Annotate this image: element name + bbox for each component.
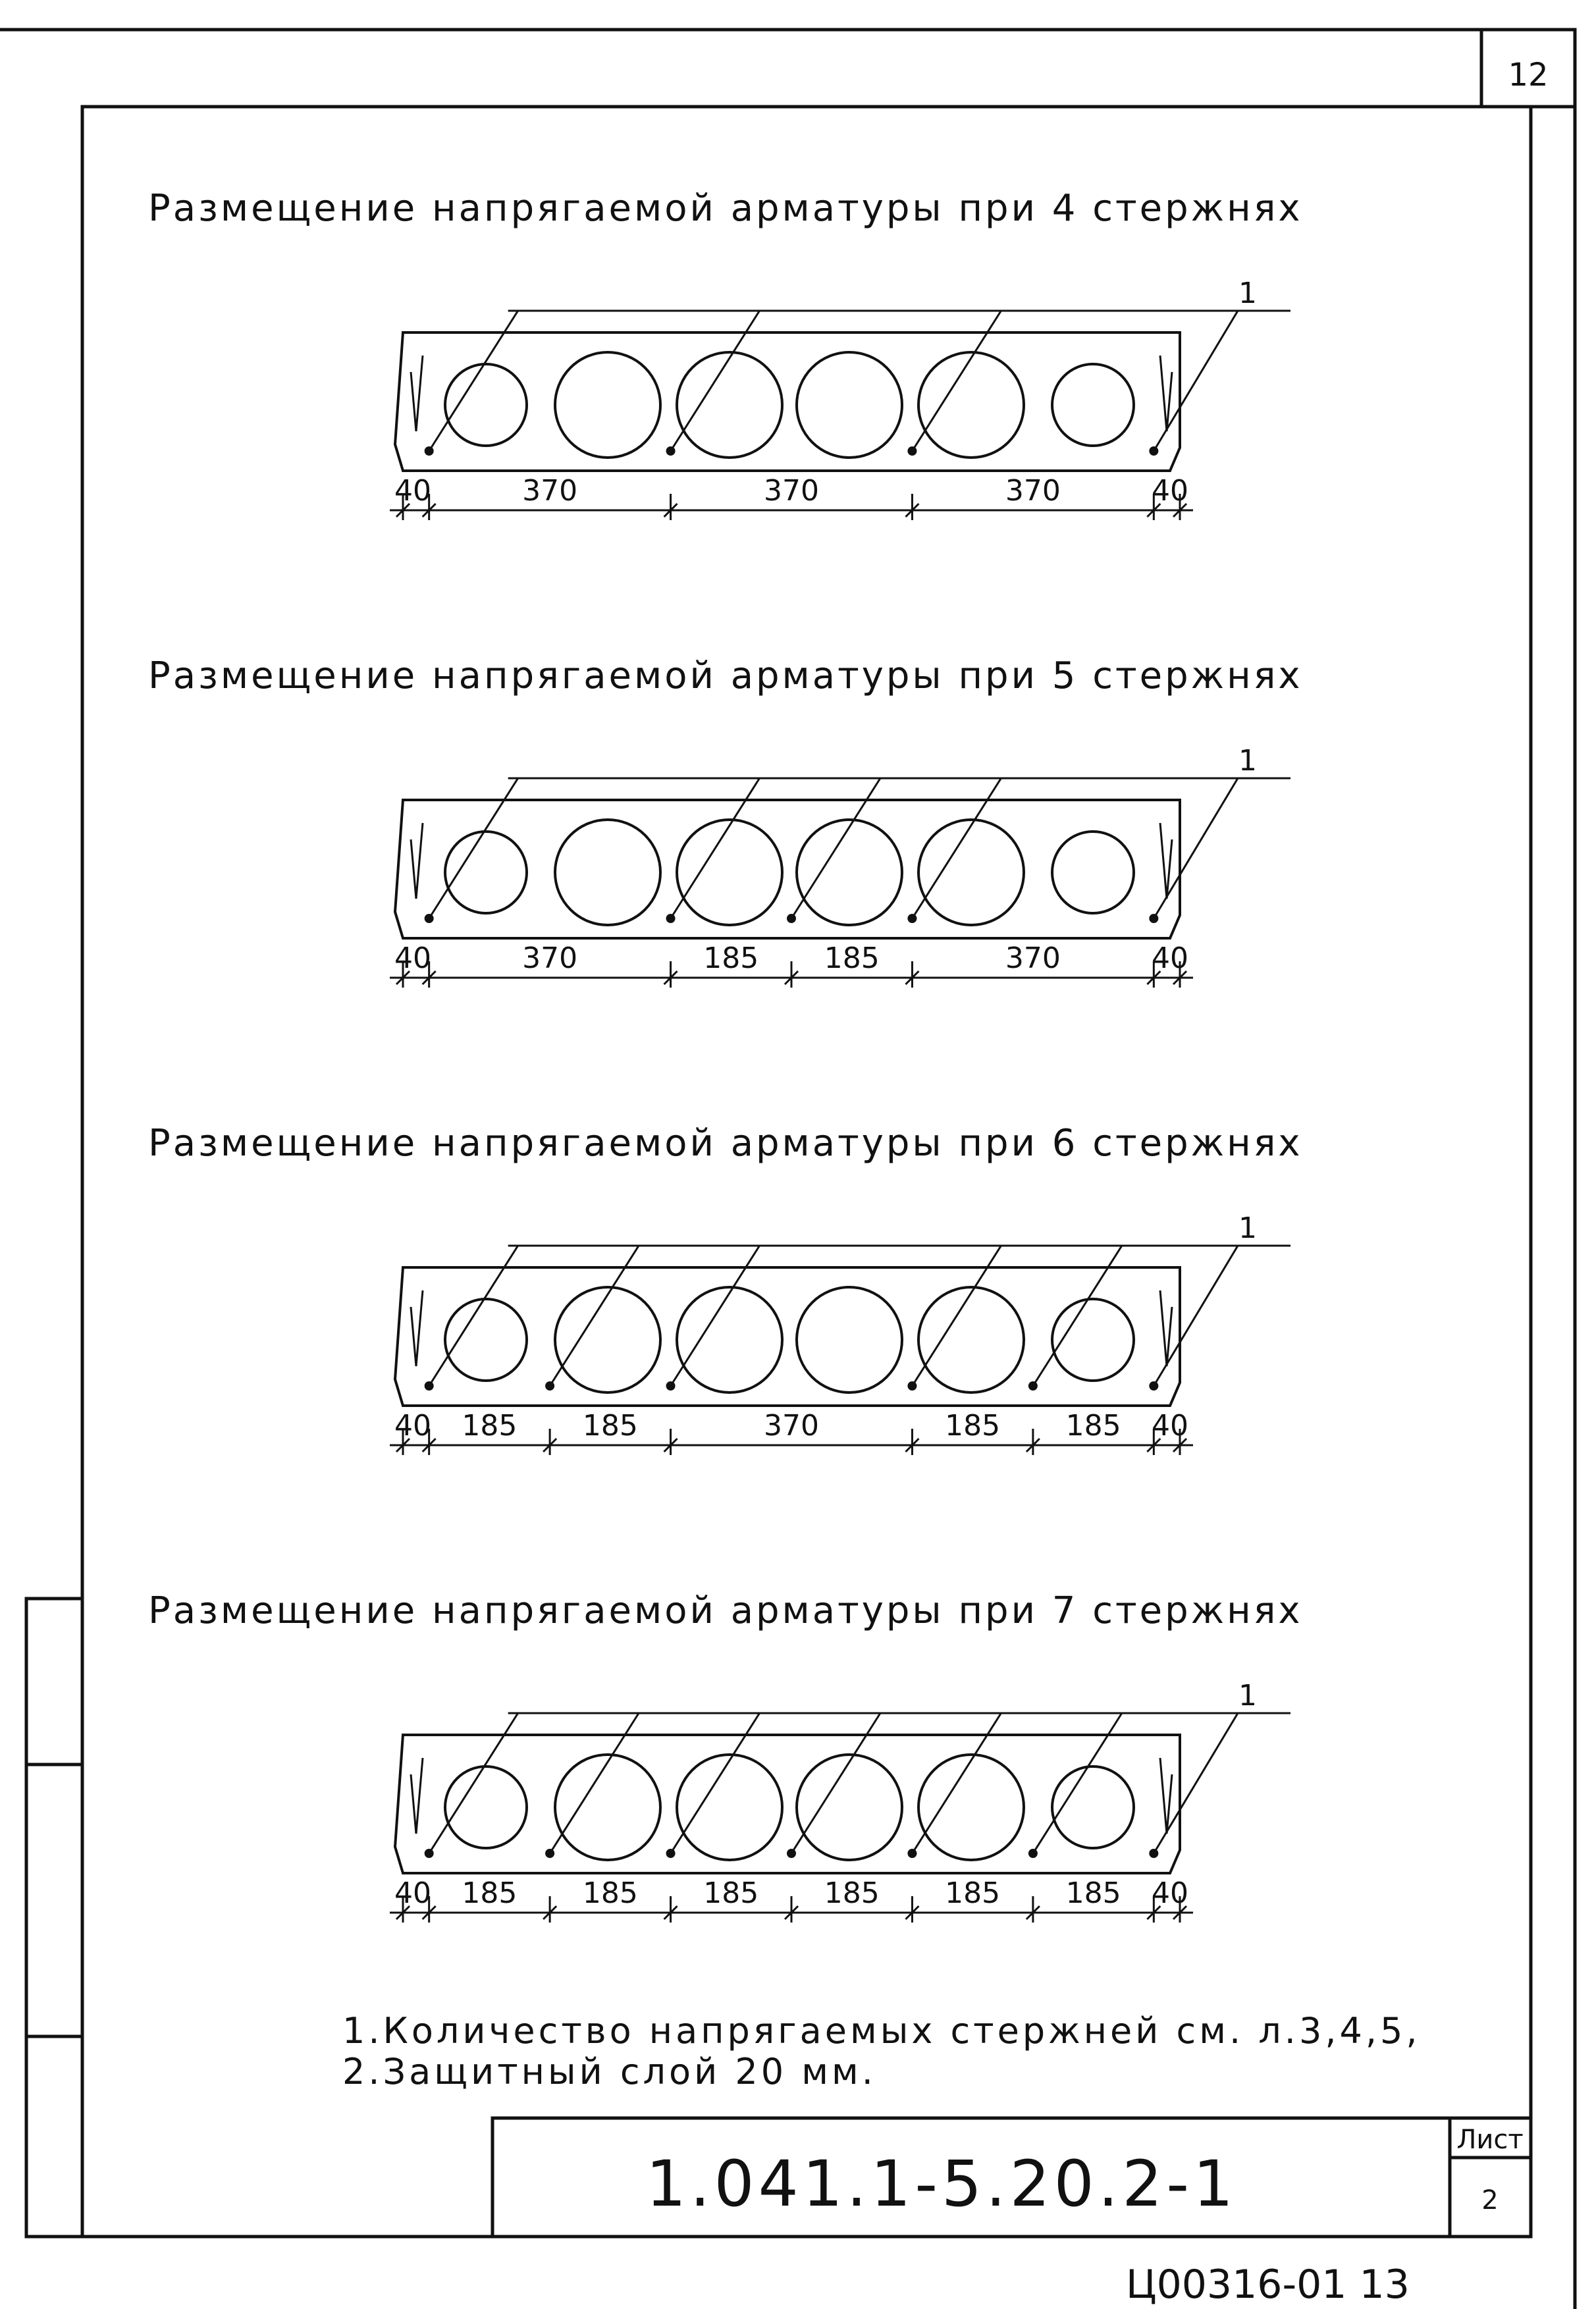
dimension-value: 40 xyxy=(1152,942,1188,975)
left-groove xyxy=(411,823,423,899)
left-groove xyxy=(411,1290,423,1366)
callout-label: 1 xyxy=(1238,744,1257,778)
dimension-value: 370 xyxy=(522,474,578,508)
right-groove xyxy=(1160,823,1172,899)
dimension-value: 185 xyxy=(703,942,759,975)
section-title: Размещение напрягаемой арматуры при 5 стержнях xyxy=(148,654,1303,697)
dimension-value: 185 xyxy=(703,1876,759,1910)
page-number: 12 xyxy=(1508,57,1549,93)
dimension-value: 185 xyxy=(462,1876,518,1910)
dimension-value: 185 xyxy=(462,1409,518,1443)
section-title: Размещение напрягаемой арматуры при 6 стержнях xyxy=(148,1122,1303,1165)
dimension-value: 40 xyxy=(1152,474,1188,508)
dimension-value: 185 xyxy=(582,1876,638,1910)
note-2: 2.Защитный слой 20 мм. xyxy=(342,2051,876,2092)
void-circle xyxy=(677,1755,782,1860)
archive-stamp: Ц00316-01 13 xyxy=(1126,2262,1410,2308)
void-circle xyxy=(918,1287,1024,1393)
dimension-value: 185 xyxy=(945,1409,1001,1443)
dimension-value: 185 xyxy=(824,942,880,975)
dimension-value: 370 xyxy=(764,1409,819,1443)
void-circle xyxy=(918,352,1024,458)
sheet-label: Лист xyxy=(1456,2125,1524,2155)
void-circle xyxy=(918,820,1024,925)
dimension-value: 40 xyxy=(1152,1409,1188,1443)
right-groove xyxy=(1160,1758,1172,1834)
void-circle xyxy=(797,352,902,458)
section-1 xyxy=(148,187,1303,520)
void-circle xyxy=(1052,1766,1134,1848)
void-circle xyxy=(677,1287,782,1393)
left-groove xyxy=(411,1758,423,1834)
void-circle xyxy=(797,820,902,925)
left-groove xyxy=(411,356,423,431)
dimension-value: 40 xyxy=(394,1409,431,1443)
callout-label: 1 xyxy=(1238,1211,1257,1245)
dimension-value: 185 xyxy=(945,1876,1001,1910)
dimension-value: 370 xyxy=(1005,942,1061,975)
callout-label: 1 xyxy=(1238,277,1257,310)
void-circle xyxy=(555,1755,660,1860)
note-1: 1.Количество напрягаемых стержней см. л.3,4,5, xyxy=(342,2010,1421,2052)
void-circle xyxy=(1052,1299,1134,1381)
dimension-value: 40 xyxy=(394,942,431,975)
sheet-number: 2 xyxy=(1481,2185,1499,2216)
void-circle xyxy=(677,352,782,458)
void-circle xyxy=(677,820,782,925)
void-circle xyxy=(1052,832,1134,913)
void-circle xyxy=(1052,364,1134,446)
dimension-value: 185 xyxy=(1065,1409,1121,1443)
dimension-value: 370 xyxy=(1005,474,1061,508)
void-circle xyxy=(797,1755,902,1860)
document-code: 1.041.1-5.20.2-1 xyxy=(645,2147,1238,2221)
dimension-value: 185 xyxy=(824,1876,880,1910)
section-title: Размещение напрягаемой арматуры при 7 стержнях xyxy=(148,1589,1303,1632)
slab-outline xyxy=(395,332,1180,471)
void-circle xyxy=(918,1755,1024,1860)
void-circle xyxy=(797,1287,902,1393)
callout-label: 1 xyxy=(1238,1679,1257,1712)
sheet-frame xyxy=(0,30,1575,2309)
dimension-value: 185 xyxy=(1065,1876,1121,1910)
dimension-value: 370 xyxy=(522,942,578,975)
void-circle xyxy=(555,1287,660,1393)
right-groove xyxy=(1160,356,1172,431)
dimension-value: 40 xyxy=(1152,1876,1188,1910)
dimension-value: 370 xyxy=(764,474,819,508)
section-2 xyxy=(148,654,1303,988)
void-circle xyxy=(555,352,660,458)
section-title: Размещение напрягаемой арматуры при 4 стержнях xyxy=(148,187,1303,230)
dimension-value: 40 xyxy=(394,474,431,508)
slab-outline xyxy=(395,1267,1180,1406)
void-circle xyxy=(555,820,660,925)
dimension-value: 185 xyxy=(582,1409,638,1443)
section-3 xyxy=(148,1122,1303,1455)
right-groove xyxy=(1160,1290,1172,1366)
dimension-value: 40 xyxy=(394,1876,431,1910)
section-4 xyxy=(148,1589,1303,1923)
sections xyxy=(148,187,1303,1923)
